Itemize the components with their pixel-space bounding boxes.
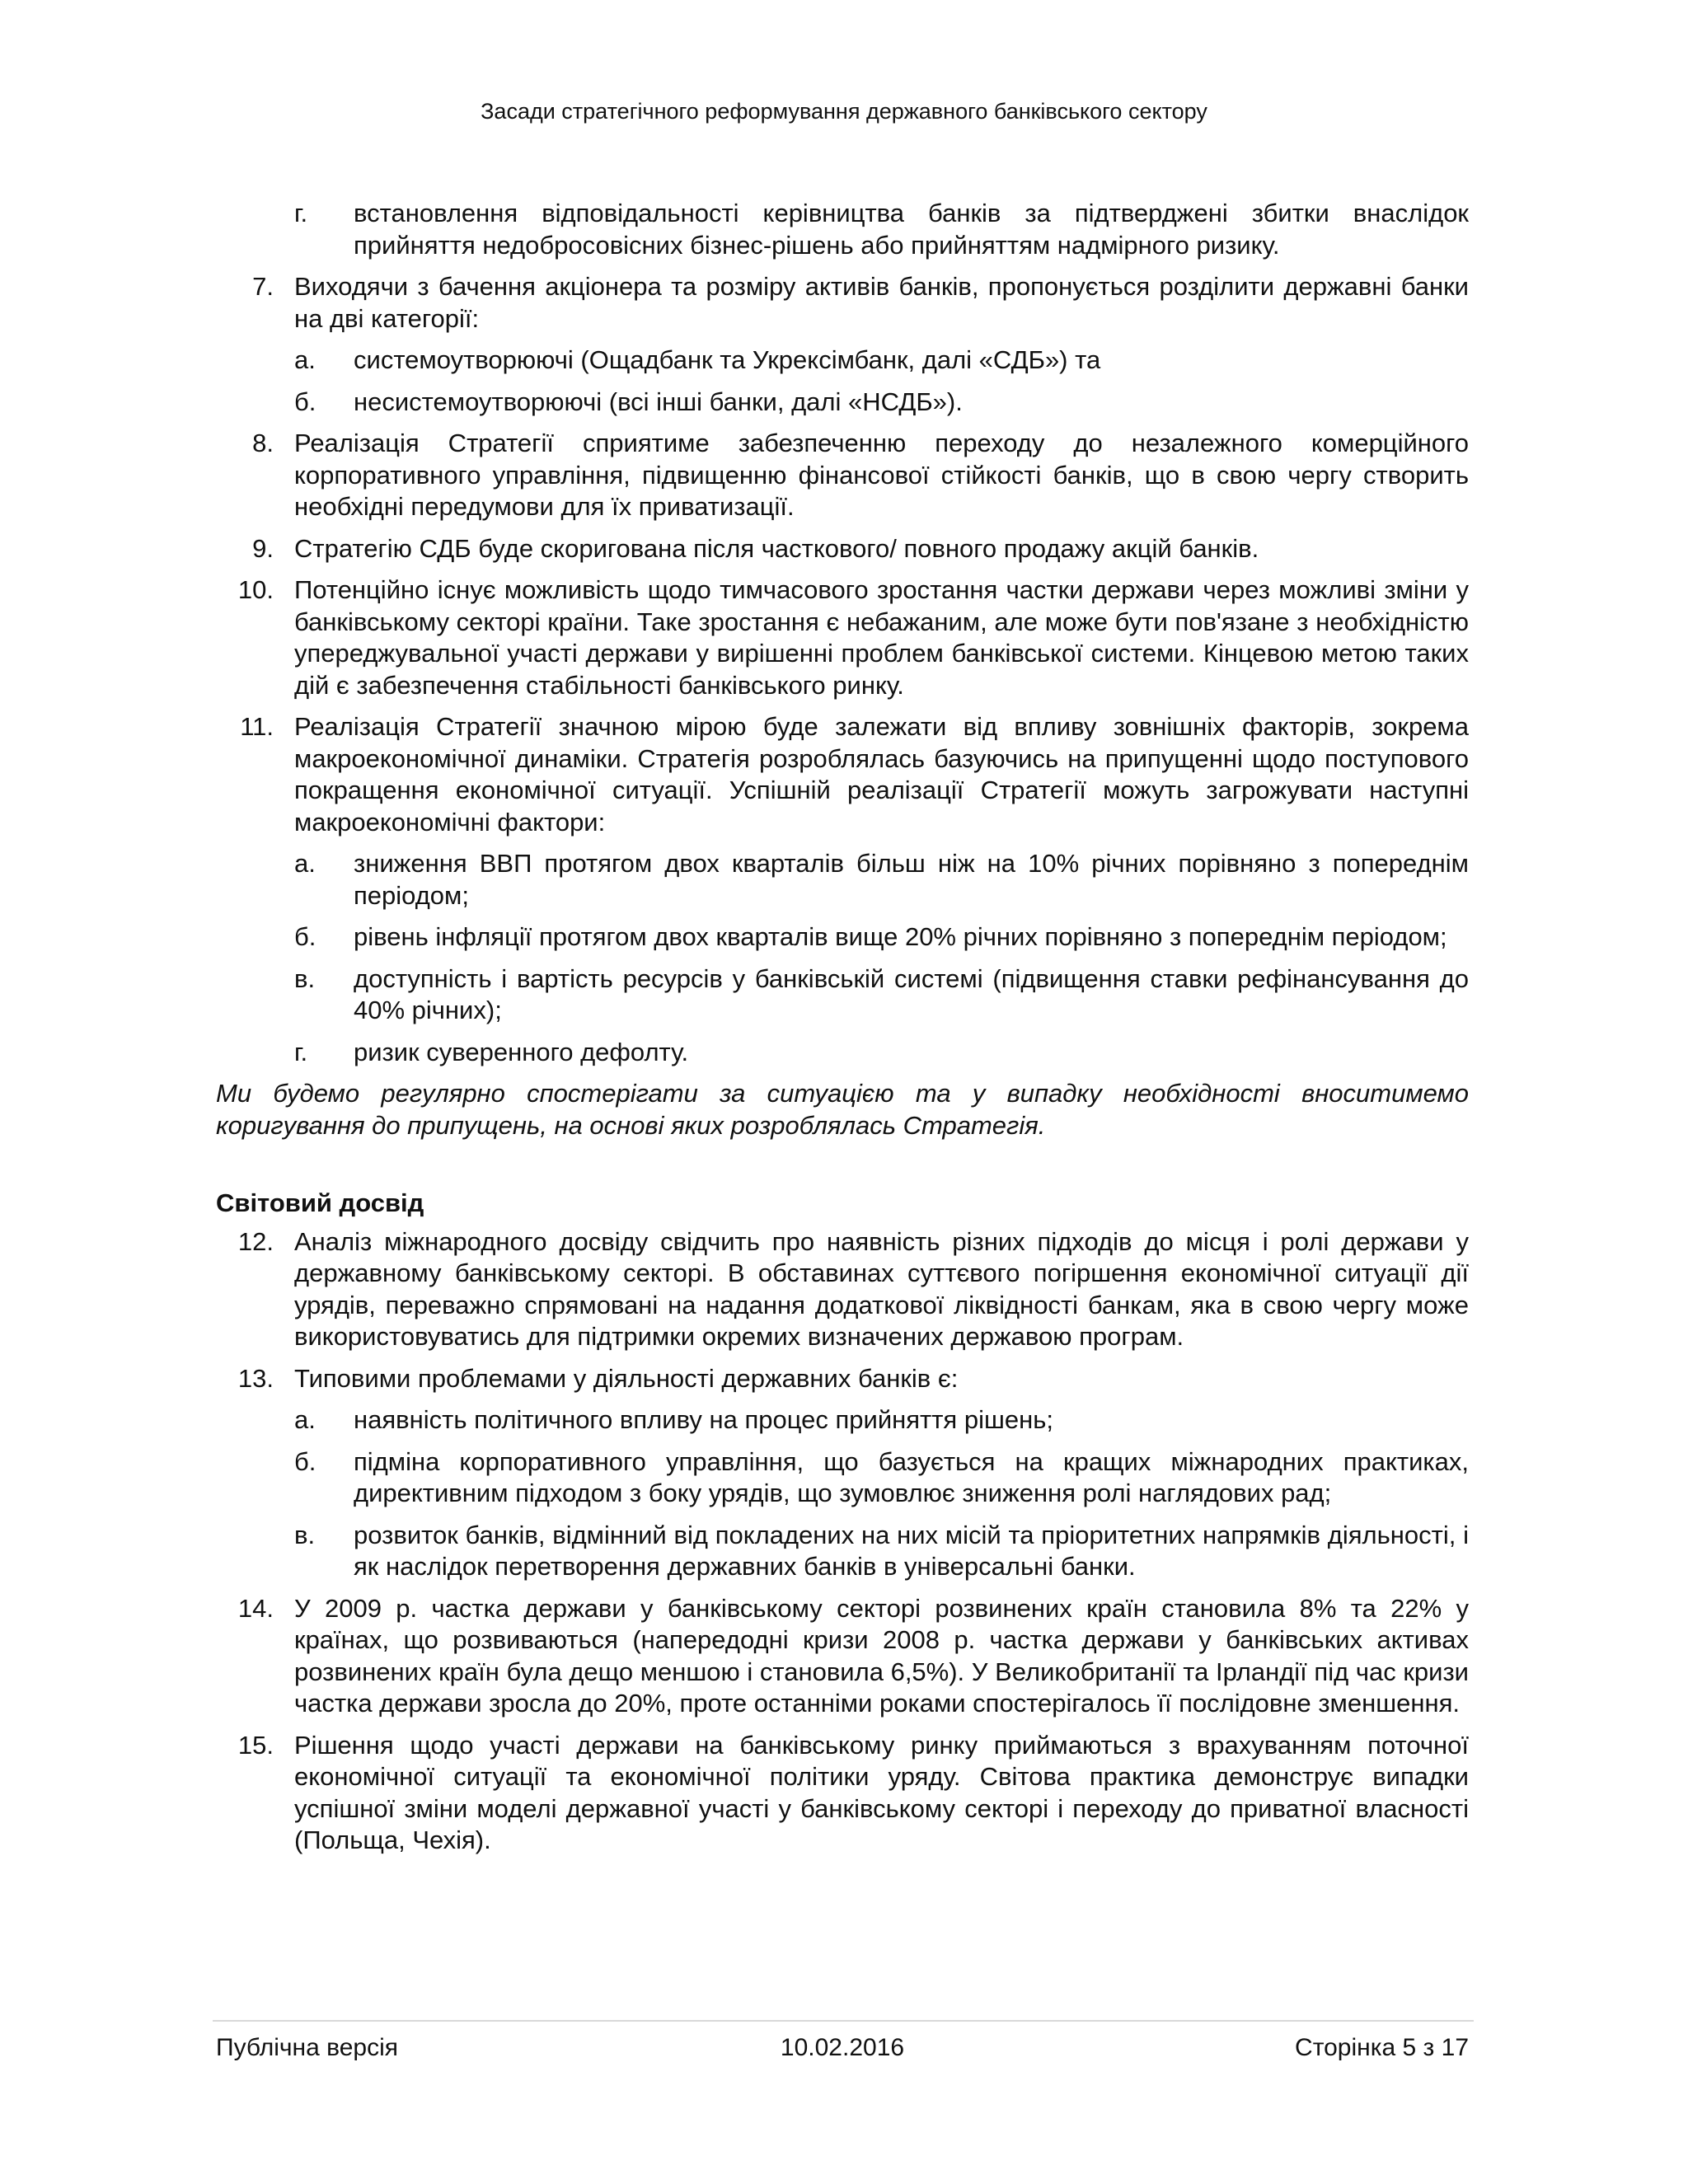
page-footer [216,2032,1469,2065]
subitem-letter: в. [294,963,316,993]
subitem-letter: б. [294,922,316,951]
subitem-text: наявність політичного впливу на процес прийняття рішень; [354,1405,1053,1434]
italic-note: Ми будемо регулярно спостерігати за ситуацією та у випадку необхідності вноситимемо коригування до припущень, на основі яких розроблялась Стратегія. [216,1079,1469,1140]
item-number: 13. [237,1363,274,1393]
list-subitem [294,921,1469,954]
numbered-item-13 [216,1363,1469,1395]
list-subitem [294,848,1469,912]
item-text: Аналіз міжнародного досвіду свідчить про наявність різних підходів до місця і ролі держави у державному банківському секторі. В обставинах суттєвого погіршення економічної ситуації дії урядів, переважно спрямовані на надання додаткової ліквідності банкам, яка в свою чергу може використовуватись для підтримки окремих визначених державою програм. [294,1226,1469,1351]
subitem-letter: а. [294,1405,316,1434]
numbered-item-10 [216,574,1469,701]
item-number: 11. [240,712,274,741]
subitem-letter: а. [294,345,316,374]
item-text: Рішення щодо участі держави на банківському ринку приймаються з врахуванням поточної економічної ситуації та економічної політики уряду. Світова практика демонструє випадки успішної зміни моделі державної участі у банківському секторі і переходу до приватної власності (Польща, Чехія). [294,1730,1469,1854]
numbered-item-12 [216,1226,1469,1353]
item-text: Реалізація Стратегії сприятиме забезпеченню переходу до незалежного комерційного корпоративного управління, підвищенню фінансової стійкості банків, що в свою чергу створить необхідні передумови для їх приватизації. [294,429,1469,521]
footer-date: 10.02.2016 [780,2034,905,2061]
subitem-text: рівень інфляції протягом двох кварталів вище 20% річних порівняно з попереднім періодом; [354,922,1447,951]
list-subitem [294,387,1469,419]
subitem-letter: б. [294,387,316,416]
subitem-text: розвиток банків, відмінний від покладених на них місій та пріоритетних напрямків діяльності, і як наслідок перетворення державних банків в універсальні банки. [354,1520,1469,1581]
subitem-text: встановлення відповідальності керівництва банків за підтверджені збитки внаслідок прийняття недобросовісних бізнес-рішень або прийняттям надмірного ризику. [354,199,1469,260]
item-text: Типовими проблемами у діяльності державних банків є: [294,1363,959,1393]
section-heading: Світовий досвід [216,1188,424,1217]
list-subitem [294,1520,1469,1583]
subitem-text: доступність і вартість ресурсів у банківській системі (підвищення ставки рефінансування до 40% річних); [354,963,1469,1024]
subitem-letter: г. [294,199,308,227]
subitem-letter: г. [294,1037,308,1066]
subitem-text: ризик суверенного дефолту. [354,1037,689,1066]
item-text: У 2009 р. частка держави у банківському секторі розвинених країн становила 8% та 22% у країнах, що розвиваються (напередодні кризи 2008 р. частка держави у банківських активах розвинених країн була дещо меншою і становила 6,5%). У Великобританії та Ірландії під час кризи частка держави зросла до 20%, проте останніми роками спостерігалось її послідовне зменшення. [294,1593,1469,1718]
footer-version: Публічна версія [216,2034,399,2061]
item-text: Виходячи з бачення акціонера та розміру активів банків, пропонується розділити державні банки на дві категорії: [294,272,1469,333]
item-text: Потенційно існує можливість щодо тимчасового зростання частки держави через можливі зміни у банківському секторі країни. Таке зростання є небажаним, але може бути пов'язане з необхідністю упереджувальної участі держави у вирішенні проблем банківської системи. Кінцевою метою таких дій є забезпечення стабільності банківського ринку. [294,575,1469,700]
list-subitem [294,1404,1469,1436]
subitem-text: системоутворюючі (Ощадбанк та Укрексімбанк, далі «СДБ») та [354,345,1101,374]
numbered-item-8 [216,428,1469,523]
item-text: Стратегію СДБ буде скоригована після часткового/ повного продажу акцій банків. [294,533,1259,563]
subitem-text: зниження ВВП протягом двох кварталів більш ніж на 10% річних порівняно з попереднім періодом; [354,849,1469,910]
page-header: Засади стратегічного реформування державного банківського сектору [481,99,1207,124]
document-body [216,198,1469,1867]
item-number: 15. [237,1730,274,1760]
list-subitem [294,198,1469,261]
item-number: 7. [252,272,274,301]
footer-page-number: Сторінка 5 з 17 [1295,2034,1469,2061]
subitem-text: підміна корпоративного управління, що базується на кращих міжнародних практиках, директивним підходом з боку урядів, що зумовлює зниження ролі наглядових рад; [354,1446,1469,1507]
numbered-item-11 [216,711,1469,838]
item-number: 9. [252,533,274,563]
list-subitem [294,963,1469,1027]
subitem-text: несистемоутворюючі (всі інші банки, далі «НСДБ»). [354,387,963,416]
numbered-item-7 [216,271,1469,335]
subitem-letter: б. [294,1446,316,1476]
list-subitem [294,1446,1469,1510]
numbered-item-14 [216,1593,1469,1720]
subitem-letter: в. [294,1520,316,1549]
subitem-letter: а. [294,849,316,878]
item-number: 12. [237,1226,274,1256]
item-number: 8. [252,429,274,457]
list-subitem [294,344,1469,377]
item-number: 14. [237,1593,274,1623]
numbered-item-9 [216,533,1469,565]
list-subitem [294,1037,1469,1069]
footer-divider [213,2020,1474,2022]
numbered-item-15 [216,1730,1469,1857]
item-number: 10. [237,575,274,604]
item-text: Реалізація Стратегії значною мірою буде залежати від впливу зовнішніх факторів, зокрема макроекономічної динаміки. Стратегія розроблялась базуючись на припущенні щодо поступового покращення економічної ситуації. Успішній реалізації Стратегії можуть загрожувати наступні макроекономічні фактори: [294,712,1469,837]
